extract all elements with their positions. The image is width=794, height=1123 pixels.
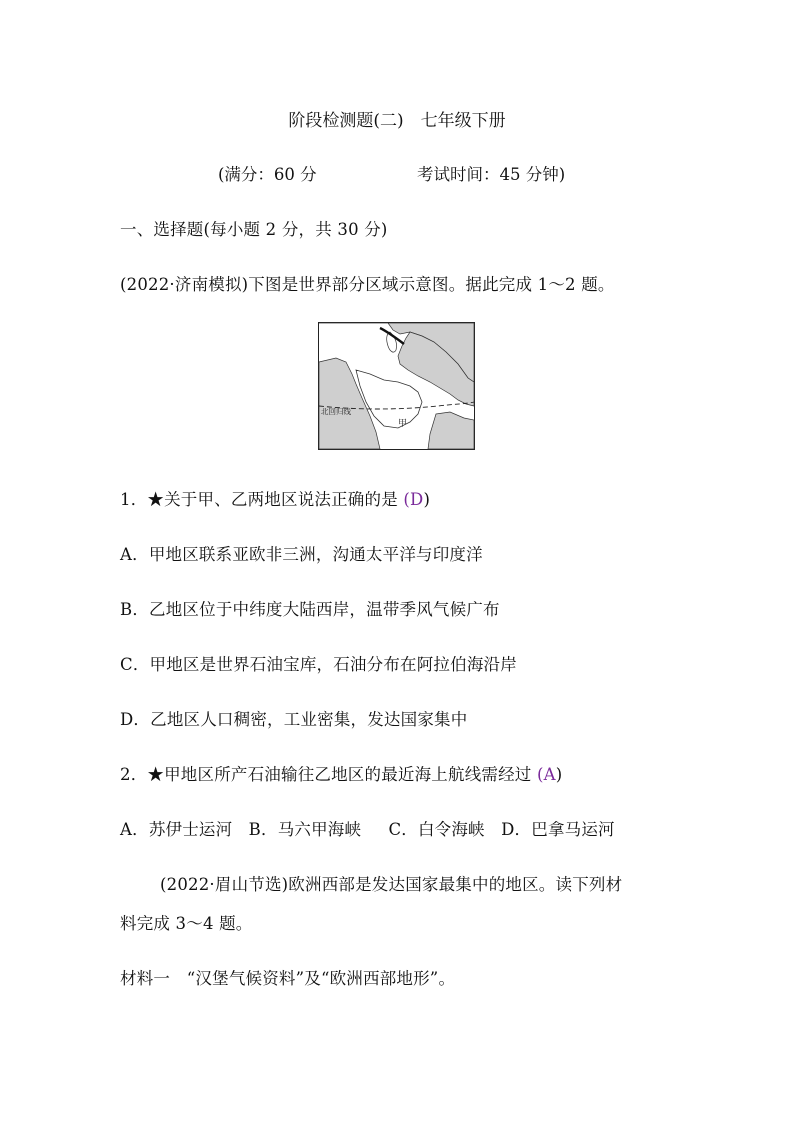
group2-intro-line1: (2022·眉山节选)欧洲西部是发达国家最集中的地区。读下列材: [160, 875, 623, 894]
q1-option-c: C．甲地区是世界石油宝库，石油分布在阿拉伯海沿岸: [120, 655, 517, 674]
jia-label: 甲: [398, 419, 408, 429]
group1-intro: (2022·济南模拟)下图是世界部分区域示意图。据此完成 1～2 题。: [120, 275, 615, 294]
q2-answer-open: (: [536, 765, 544, 784]
page-title: 阶段检测题(二) 七年级下册: [288, 111, 506, 131]
q1-stem-line: [120, 486, 430, 510]
q1-option-b: B．乙地区位于中纬度大陆西岸，温带季风气候广布: [120, 600, 500, 619]
q1-answer: D: [410, 490, 424, 509]
section-heading: 一、选择题(每小题 2 分，共 30 分): [120, 220, 388, 239]
q2-option-d: D．巴拿马运河: [501, 820, 615, 839]
q2-answer-bracket: [537, 765, 562, 784]
q2-stem: 2．★甲地区所产石油输往乙地区的最近海上航线需经过: [120, 765, 532, 784]
q2-answer: A: [543, 765, 556, 784]
group2-material1: 材料一 “汉堡气候资料”及“欧洲西部地形”。: [120, 969, 456, 988]
q2-options-row: [120, 816, 615, 840]
score-info: (满分：60 分: [218, 165, 317, 184]
q1-option-a: A．甲地区联系亚欧非三洲，沟通太平洋与印度洋: [120, 545, 483, 564]
q1-answer-bracket: [403, 490, 430, 509]
q2-stem-line: [120, 761, 562, 785]
q1-answer-open: (: [403, 490, 410, 509]
q1-stem: 1．★关于甲、乙两地区说法正确的是: [120, 490, 398, 509]
q2-option-a: A．苏伊士运河: [120, 820, 233, 839]
group2-intro-line2: 料完成 3～4 题。: [120, 914, 253, 933]
q1-answer-close: ): [423, 490, 431, 509]
region-map: [318, 322, 475, 450]
time-info: 考试时间：45 分钟): [417, 165, 566, 184]
q2-option-c: C．白令海峡: [388, 820, 485, 839]
q1-option-d: D．乙地区人口稠密，工业密集，发达国家集中: [120, 710, 468, 729]
q2-option-b: B．马六甲海峡: [248, 820, 362, 839]
q2-answer-close: ): [555, 765, 563, 784]
tropic-label: 北回归线: [321, 407, 351, 416]
